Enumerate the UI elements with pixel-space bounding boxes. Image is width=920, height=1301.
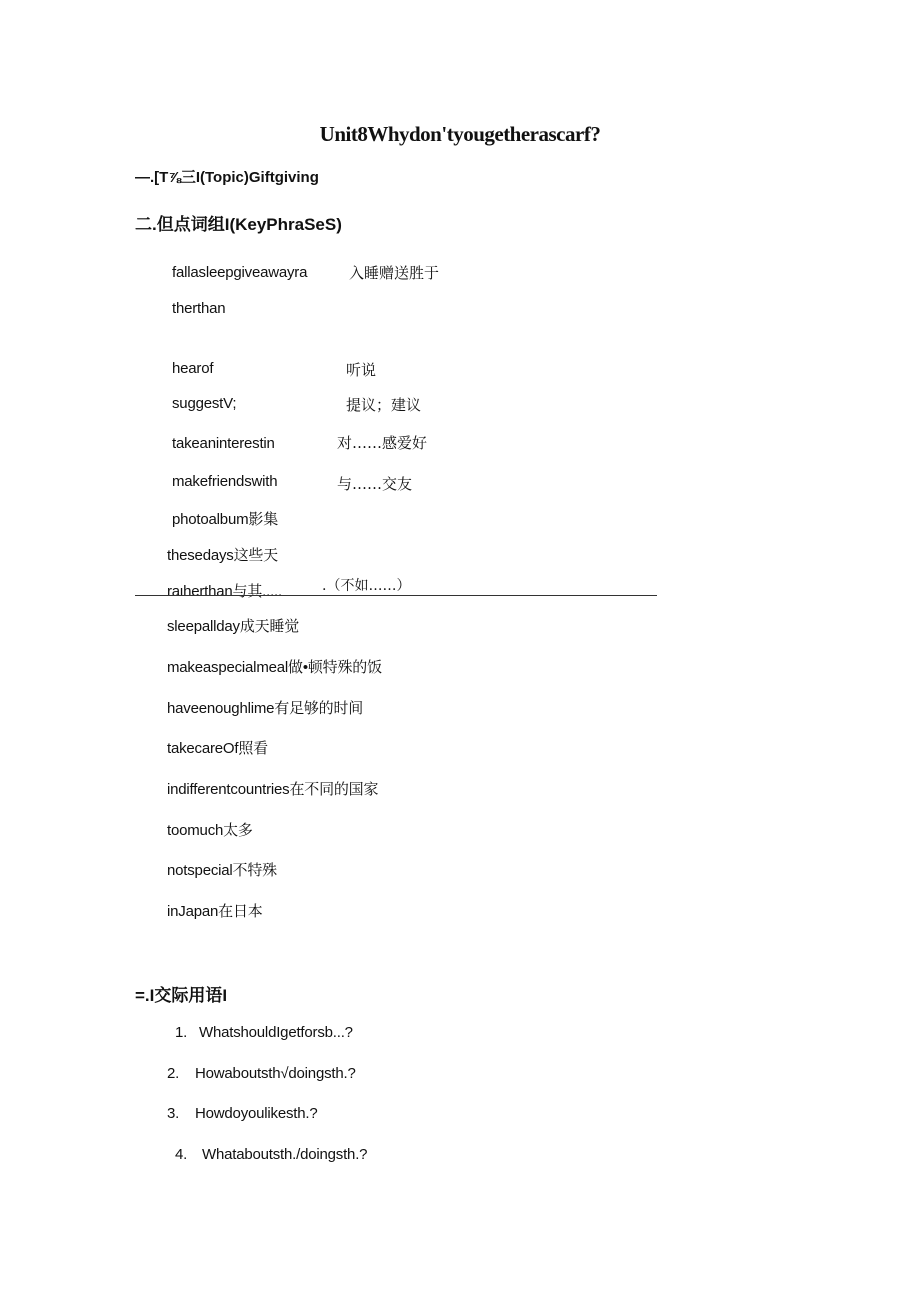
phrase-item: sleepallday成天睡觉 (167, 618, 300, 635)
phrase-en: hearof (172, 360, 214, 377)
phrase-note: .（不如……） (322, 578, 411, 594)
section-key-phrases-heading: 二.但点词组I(KeyPhraSeS) (135, 215, 342, 234)
phrase-en: suggestV; (172, 395, 237, 412)
phrase-zh: 对……感爱好 (337, 434, 428, 452)
phrase-item: haveenoughlime有足够的时间 (167, 700, 364, 717)
phrase-en: therthan (172, 300, 226, 317)
phrase-item: notspecial不特殊 (167, 862, 277, 879)
section-topic-heading: —.[T⅞三I(Topic)Giftgiving (135, 169, 319, 186)
horizontal-rule (135, 595, 657, 596)
phrase-item: makeaspecialmeal做•顿特殊的饭 (167, 659, 382, 676)
phrase-en: fallasleepgiveawayra (172, 264, 308, 281)
expression-item (167, 1105, 318, 1122)
phrase-en: photoalbum影集 (172, 511, 278, 528)
phrase-en: takeaninterestin (172, 435, 275, 452)
phrase-item: toomuch太多 (167, 822, 253, 839)
expression-number: 1. (175, 1024, 188, 1041)
expression-item (167, 1065, 356, 1082)
expression-text: Howdoyoulikesth.? (195, 1105, 318, 1122)
expression-number: 3. (167, 1105, 180, 1122)
phrase-item: inJapan在日本 (167, 903, 263, 920)
phrase-item: indifferentcountries在不同的国家 (167, 781, 379, 798)
document-title: Unit8Whydon'tyougetherascarf? (319, 122, 601, 146)
expression-text: WhatshouldIgetforsb...? (199, 1024, 353, 1041)
phrase-zh: 与……交友 (337, 475, 413, 493)
expression-text: Whataboutsth./doingsth.? (202, 1146, 368, 1163)
phrase-zh: 听说 (346, 361, 377, 379)
phrase-item: thesedays这些天 (167, 547, 278, 564)
expression-item (175, 1146, 367, 1163)
phrase-zh: 入睡赠送胜于 (349, 264, 440, 282)
phrase-item: raιherthan与其..... (167, 583, 282, 600)
section-expressions-heading: =.I交际用语I (135, 986, 228, 1005)
expression-number: 2. (167, 1065, 180, 1082)
phrase-zh: 提议；建议 (346, 396, 422, 414)
expression-item (175, 1024, 353, 1041)
phrase-en: makefriendswith (172, 473, 278, 490)
phrase-item: takecareOf照看 (167, 740, 268, 757)
expression-text: Howaboutsth√doingsth.? (195, 1065, 356, 1082)
expression-number: 4. (175, 1146, 188, 1163)
